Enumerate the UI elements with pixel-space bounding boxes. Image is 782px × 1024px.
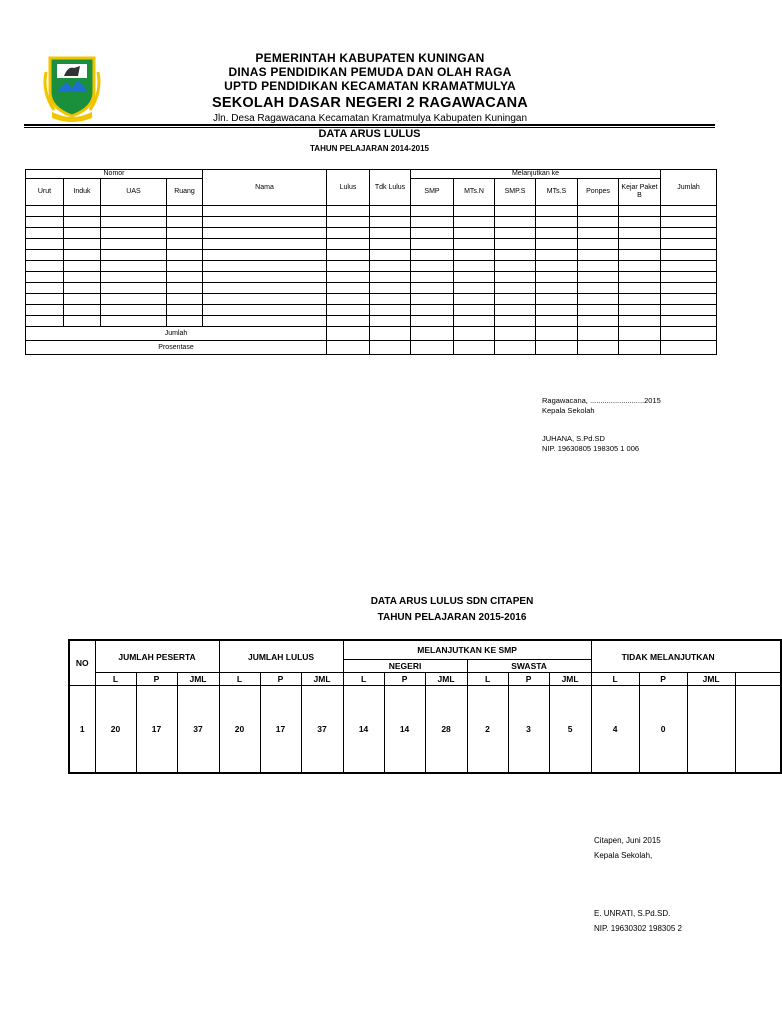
table-row — [26, 294, 717, 305]
table-cell — [327, 217, 370, 228]
header-smps: SMP.S — [495, 179, 536, 206]
graduate-flow-table-2015 — [68, 639, 782, 774]
table-cell — [203, 261, 327, 272]
table-cell — [64, 316, 101, 327]
header-tdk-lulus: Tdk Lulus — [370, 170, 411, 206]
header-jumlah: Jumlah — [661, 170, 717, 206]
table-cell — [203, 206, 327, 217]
table-cell — [661, 250, 717, 261]
table-cell — [454, 305, 495, 316]
table-cell — [26, 250, 64, 261]
table-row — [26, 217, 717, 228]
header-jumlah-lulus: JUMLAH LULUS — [219, 640, 343, 673]
table-cell — [661, 294, 717, 305]
table-cell — [26, 283, 64, 294]
table-cell — [327, 316, 370, 327]
table-cell — [370, 206, 411, 217]
cell-negeri-l: 14 — [343, 686, 384, 774]
table-cell — [327, 305, 370, 316]
table-cell — [411, 250, 454, 261]
table-cell — [203, 239, 327, 250]
table-cell — [101, 217, 167, 228]
table-cell — [327, 239, 370, 250]
form2-title: DATA ARUS LULUS SDN CITAPEN — [370, 596, 534, 607]
table-cell — [26, 239, 64, 250]
table-cell — [64, 305, 101, 316]
table-cell — [495, 316, 536, 327]
header-lulus-l: L — [219, 673, 260, 686]
table-cell — [370, 272, 411, 283]
table-cell — [454, 272, 495, 283]
header-swasta-l: L — [467, 673, 508, 686]
table-cell — [619, 250, 661, 261]
table-cell — [64, 261, 101, 272]
header-tidak-jml: JML — [687, 673, 735, 686]
footer-jumlah-label: Jumlah — [26, 327, 327, 341]
signature2-place-date: Citapen, Juni 2015 — [594, 836, 661, 845]
table-cell — [64, 206, 101, 217]
table-cell — [536, 283, 578, 294]
table-cell — [370, 283, 411, 294]
table-cell — [411, 217, 454, 228]
table-cell — [327, 228, 370, 239]
table-cell — [370, 305, 411, 316]
header-uptd: UPTD PENDIDIKAN KECAMATAN KRAMATMULYA — [224, 79, 516, 93]
table-cell — [619, 294, 661, 305]
table-cell — [578, 316, 619, 327]
header-melanjutkan: Melanjutkan ke — [411, 170, 661, 179]
table-row — [26, 261, 717, 272]
table-cell — [167, 239, 203, 250]
header-uas: UAS — [101, 179, 167, 206]
table-row — [26, 283, 717, 294]
signature1-nip: NIP. 19630805 198305 1 006 — [542, 444, 640, 453]
table-cell — [64, 283, 101, 294]
table-cell — [578, 305, 619, 316]
table-row — [26, 305, 717, 316]
row-no: 1 — [69, 686, 95, 774]
table-cell — [203, 316, 327, 327]
table-cell — [101, 272, 167, 283]
table-cell — [661, 217, 717, 228]
table-cell — [619, 261, 661, 272]
form2-subtitle: TAHUN PELAJARAN 2015-2016 — [377, 612, 527, 623]
table-cell — [578, 250, 619, 261]
table-cell — [619, 283, 661, 294]
table-cell — [26, 261, 64, 272]
table-cell — [101, 206, 167, 217]
table-cell — [203, 250, 327, 261]
table-cell — [203, 217, 327, 228]
table-row — [26, 250, 717, 261]
footer-prosentase-label: Prosentase — [26, 341, 327, 355]
graduate-flow-table-2014 — [25, 169, 717, 355]
table-cell — [578, 206, 619, 217]
header-no: NO — [69, 640, 95, 686]
table-row — [26, 228, 717, 239]
header-ponpes: Ponpes — [578, 179, 619, 206]
form1-subtitle: TAHUN PELAJARAN 2014-2015 — [310, 144, 429, 153]
cell-swasta-p: 3 — [508, 686, 549, 774]
header-negeri-l: L — [343, 673, 384, 686]
table-cell — [26, 316, 64, 327]
header-nomor: Nomor — [26, 170, 203, 179]
cell-peserta-p: 17 — [136, 686, 177, 774]
table-cell — [661, 261, 717, 272]
header-tidak-l: L — [591, 673, 639, 686]
table-cell — [26, 294, 64, 305]
table-cell — [578, 217, 619, 228]
table-cell — [327, 272, 370, 283]
cell-lulus-p: 17 — [260, 686, 301, 774]
table-cell — [454, 250, 495, 261]
table-cell — [203, 272, 327, 283]
table-cell — [454, 228, 495, 239]
signature1-name: JUHANA, S.Pd.SD — [542, 434, 605, 443]
table-cell — [536, 305, 578, 316]
table-cell — [203, 228, 327, 239]
table-cell — [661, 239, 717, 250]
table-cell — [661, 228, 717, 239]
table-cell — [495, 217, 536, 228]
table-cell — [619, 217, 661, 228]
table-cell — [661, 283, 717, 294]
table-cell — [411, 305, 454, 316]
cell-peserta-jml: 37 — [177, 686, 219, 774]
table-cell — [536, 217, 578, 228]
table-cell — [370, 316, 411, 327]
table-cell — [101, 228, 167, 239]
table-cell — [411, 206, 454, 217]
table-cell — [536, 250, 578, 261]
table-cell — [64, 272, 101, 283]
table-cell — [536, 228, 578, 239]
header-swasta-jml: JML — [549, 673, 591, 686]
table-cell — [167, 294, 203, 305]
table-cell — [495, 261, 536, 272]
signature2-role: Kepala Sekolah, — [594, 851, 653, 860]
table-cell — [411, 261, 454, 272]
header-ruang: Ruang — [167, 179, 203, 206]
table-cell — [661, 305, 717, 316]
table-cell — [327, 283, 370, 294]
table-cell — [411, 283, 454, 294]
header-melanjutkan-smp: MELANJUTKAN KE SMP — [343, 640, 591, 660]
table-cell — [370, 239, 411, 250]
signature1-place-date: Ragawacana, ..........................2015 — [542, 396, 661, 405]
header-negeri-jml: JML — [425, 673, 467, 686]
cell-tidak-l: 4 — [591, 686, 639, 774]
table-row — [26, 316, 717, 327]
table-cell — [64, 217, 101, 228]
table-cell — [101, 316, 167, 327]
table-cell — [536, 316, 578, 327]
header-peserta-l: L — [95, 673, 136, 686]
header-urut: Urut — [26, 179, 64, 206]
header-swasta: SWASTA — [467, 660, 591, 673]
form1-title: DATA ARUS LULUS — [318, 128, 421, 140]
table-body — [26, 206, 717, 327]
table-cell — [167, 283, 203, 294]
header-peserta-p: P — [136, 673, 177, 686]
table-cell — [411, 316, 454, 327]
table-cell — [101, 305, 167, 316]
table-cell — [454, 217, 495, 228]
table-cell — [661, 206, 717, 217]
table-cell — [167, 228, 203, 239]
table-cell — [619, 305, 661, 316]
table-cell — [327, 206, 370, 217]
table-cell — [327, 261, 370, 272]
table-cell — [64, 228, 101, 239]
kuningan-regency-emblem — [42, 52, 102, 122]
table-cell — [495, 250, 536, 261]
header-tidak-p: P — [639, 673, 687, 686]
table-cell — [64, 250, 101, 261]
table-cell — [454, 316, 495, 327]
header-peserta-jml: JML — [177, 673, 219, 686]
table-cell — [370, 294, 411, 305]
cell-tidak-p: 0 — [639, 686, 687, 774]
header-government: PEMERINTAH KABUPATEN KUNINGAN — [255, 51, 485, 65]
table-cell — [101, 283, 167, 294]
table-cell — [370, 261, 411, 272]
table-cell — [578, 239, 619, 250]
table-cell — [203, 294, 327, 305]
table-cell — [26, 206, 64, 217]
cell-tidak-jml — [687, 686, 735, 774]
table-cell — [619, 239, 661, 250]
table-cell — [64, 294, 101, 305]
signature2-name: E. UNRATI, S.Pd.SD. — [594, 909, 671, 918]
table-cell — [370, 217, 411, 228]
header-jumlah-peserta: JUMLAH PESERTA — [95, 640, 219, 673]
header-department: DINAS PENDIDIKAN PEMUDA DAN OLAH RAGA — [228, 65, 512, 79]
table-cell — [327, 294, 370, 305]
table-cell — [167, 305, 203, 316]
table-cell — [536, 261, 578, 272]
cell-lulus-jml: 37 — [301, 686, 343, 774]
table-cell — [495, 239, 536, 250]
table-cell — [454, 239, 495, 250]
header-mtsn: MTs.N — [454, 179, 495, 206]
table-cell — [167, 261, 203, 272]
table-cell — [578, 294, 619, 305]
table-cell — [167, 316, 203, 327]
table-cell — [619, 228, 661, 239]
table-cell — [454, 261, 495, 272]
table-cell — [101, 250, 167, 261]
header-school-name: SEKOLAH DASAR NEGERI 2 RAGAWACANA — [212, 95, 528, 111]
cell-negeri-jml: 28 — [425, 686, 467, 774]
header-nama: Nama — [203, 170, 327, 206]
header-lulus-p: P — [260, 673, 301, 686]
table-cell — [536, 272, 578, 283]
table-cell — [495, 305, 536, 316]
table-cell — [26, 305, 64, 316]
cell-swasta-l: 2 — [467, 686, 508, 774]
table-cell — [454, 294, 495, 305]
table-row — [26, 239, 717, 250]
header-kejar: Kejar Paket B — [619, 179, 661, 206]
table-cell — [578, 261, 619, 272]
cell-swasta-jml: 5 — [549, 686, 591, 774]
table-cell — [619, 316, 661, 327]
cell-lulus-l: 20 — [219, 686, 260, 774]
table-cell — [26, 272, 64, 283]
table-cell — [578, 228, 619, 239]
table-cell — [101, 261, 167, 272]
table-cell — [370, 228, 411, 239]
header-lulus: Lulus — [327, 170, 370, 206]
table-cell — [495, 206, 536, 217]
table-cell — [619, 272, 661, 283]
table-cell — [495, 283, 536, 294]
table-cell — [101, 239, 167, 250]
table-cell — [26, 228, 64, 239]
table-cell — [167, 250, 203, 261]
table-cell — [536, 206, 578, 217]
table-cell — [167, 206, 203, 217]
table-cell — [370, 250, 411, 261]
table-cell — [411, 272, 454, 283]
header-negeri: NEGERI — [343, 660, 467, 673]
table-row — [26, 206, 717, 217]
table-cell — [411, 228, 454, 239]
table-cell — [495, 228, 536, 239]
table-cell — [495, 294, 536, 305]
table-row — [26, 272, 717, 283]
header-negeri-p: P — [384, 673, 425, 686]
header-address: Jln. Desa Ragawacana Kecamatan Kramatmulya Kabupaten Kuningan — [212, 113, 528, 124]
table-cell — [578, 272, 619, 283]
table-cell — [411, 294, 454, 305]
table-cell — [495, 272, 536, 283]
table-cell — [167, 217, 203, 228]
table-cell — [536, 294, 578, 305]
header-tidak-melanjutkan: TIDAK MELANJUTKAN — [591, 640, 781, 673]
header-tidak-extra — [735, 673, 781, 686]
table-cell — [203, 283, 327, 294]
cell-tidak-extra — [735, 686, 781, 774]
header-smp: SMP — [411, 179, 454, 206]
table-cell — [578, 283, 619, 294]
cell-peserta-l: 20 — [95, 686, 136, 774]
header-induk: Induk — [64, 179, 101, 206]
table-cell — [536, 239, 578, 250]
table-cell — [619, 206, 661, 217]
header-swasta-p: P — [508, 673, 549, 686]
header-mtss: MTs.S — [536, 179, 578, 206]
table-cell — [26, 217, 64, 228]
table-cell — [661, 316, 717, 327]
table-cell — [327, 250, 370, 261]
header-divider-thick — [24, 124, 715, 126]
table-cell — [101, 294, 167, 305]
signature1-role: Kepala Sekolah — [542, 406, 595, 415]
table-cell — [661, 272, 717, 283]
header-lulus-jml: JML — [301, 673, 343, 686]
table-cell — [454, 206, 495, 217]
graduate-flow-table-2015-wrapper — [68, 639, 720, 776]
signature2-nip: NIP. 19630302 198305 2 — [594, 924, 682, 933]
table-cell — [167, 272, 203, 283]
table-cell — [203, 305, 327, 316]
table-cell — [411, 239, 454, 250]
cell-negeri-p: 14 — [384, 686, 425, 774]
table-cell — [64, 239, 101, 250]
table-cell — [454, 283, 495, 294]
